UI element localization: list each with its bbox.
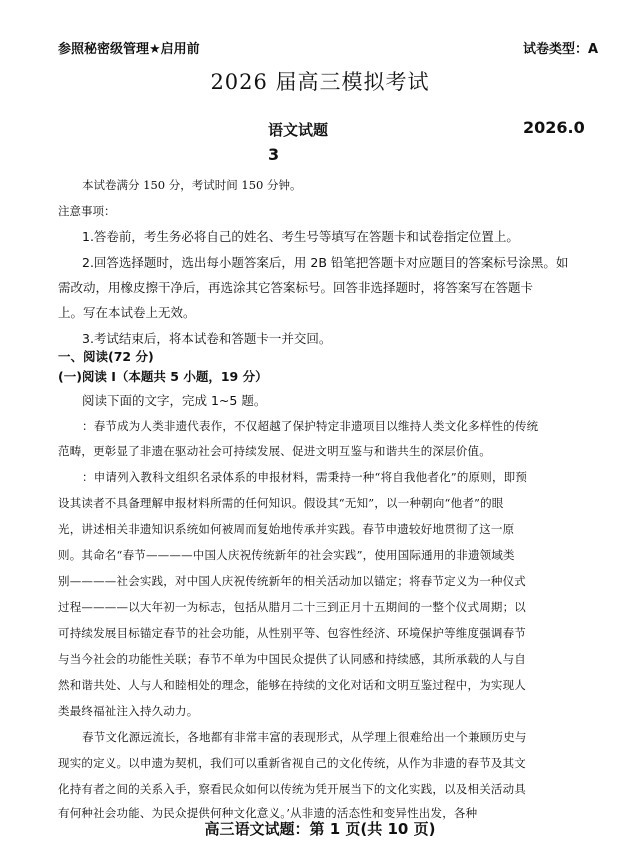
subsection-heading: (一)阅读 I（本题共 5 小题，19 分） (58, 369, 268, 384)
notice-line: 上。写在本试卷上无效。 (58, 305, 196, 320)
passage-line: 过程————以大年初一为标志，包括从腊月二十三到正月十五期间的一整个仪式周期；以 (58, 600, 526, 614)
passage-line: 则。其命名“春节————中国人庆祝传统新年的社会实践”，使用国际通用的非遗领域类 (58, 548, 515, 562)
instruction-text: 阅读下面的文字，完成 1~5 题。 (82, 393, 267, 408)
passage-line: 与当今社会的功能性关联；春节不单为中国民众提供了认同感和持续感，其所承载的人与自 (58, 652, 526, 666)
exam-title: 2026 届高三模拟考试 (210, 70, 430, 94)
passage-line: 范畴，更彰显了非遗在驱动社会可持续发展、促进文明互鉴与和谐共生的深层价值。 (58, 444, 491, 458)
passage-line: 可持续发展目标锚定春节的社会功能，从性别平等、包容性经济、环境保护等维度强调春节 (58, 626, 526, 640)
passage-line: ：春节成为人类非遗代表作，不仅超越了保护特定非遗项目以维持人类文化多样性的传统 (82, 419, 539, 433)
notice-line: 需改动，用橡皮擦干净后，再选涂其它答案标号。回答非选择题时，将答案写在答题卡 (58, 280, 534, 295)
passage-line: 别————社会实践，对中国人庆祝传统新年的相关活动加以锚定；将春节定义为一种仪式 (58, 574, 526, 588)
exam-date-part1: 2026.0 (523, 118, 585, 137)
passage-line: 光，讲述相关非遗知识系统如何被周而复始地传承并实践。春节申遗较好地贯彻了这一原 (58, 522, 515, 536)
passage-line: 类最终福祉注入持久动力。 (58, 704, 199, 718)
passage-line: 化持有者之间的关系入手，察看民众如何以传统为凭开展当下的文化实践，以及相关活动具 (58, 782, 526, 796)
notice-line: 1.答卷前，考生务必将自己的姓名、考生号等填写在答题卡和试卷指定位置上。 (82, 229, 519, 244)
notice-label: 注意事项： (58, 204, 116, 218)
passage-line: 然和谐共处、人与人和睦相处的理念，能够在持续的文化对话和文明互鉴过程中，为实现人 (58, 678, 526, 692)
passage-line: 有何种社会功能、为民众提供何种文化意义。’从非遗的活态性和变异性出发，各种 (58, 806, 478, 820)
passage-line: ：申请列入教科文组织名录体系的申报材料，需秉持一种“将自我他者化”的原则，即预 (82, 470, 528, 484)
notice-line: 2.回答选择题时，选出每小题答案后，用 2B 铅笔把答题卡对应题目的答案标号涂黑。如 (82, 255, 569, 270)
passage-line: 现实的定义。以申遗为契机，我们可以重新省视自己的文化传统，从作为非遗的春节及其文 (58, 756, 526, 770)
passage-line: 春节文化源远流长，各地都有非常丰富的表现形式，从学理上很难给出一个兼顾历史与 (82, 730, 527, 744)
subject-title: 语文试题 (268, 121, 329, 139)
confidential-label: 参照秘密级管理★启用前 (58, 42, 200, 57)
paper-type-label: 试卷类型：A (522, 42, 598, 57)
exam-date-part2: 3 (268, 145, 280, 164)
section-heading: 一、阅读(72 分) (58, 349, 154, 364)
passage-line: 设其读者不具备理解申报材料所需的任何知识。假设其“无知”，以一种朝向“他者”的眼 (58, 496, 504, 510)
page-footer: 高三语文试题：第 1 页(共 10 页) (204, 820, 436, 838)
intro-text: 本试卷满分 150 分，考试时间 150 分钟。 (82, 178, 302, 192)
notice-line: 3.考试结束后，将本试卷和答题卡一并交回。 (82, 331, 332, 346)
